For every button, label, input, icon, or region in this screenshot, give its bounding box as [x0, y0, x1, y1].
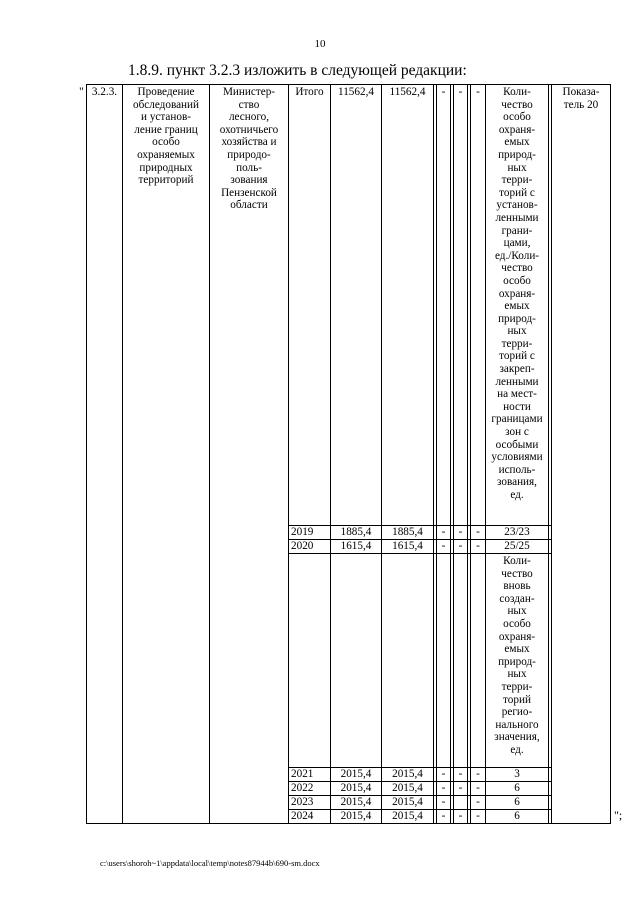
- value-cell: 3: [514, 768, 520, 780]
- col1-cell: -: [441, 796, 446, 808]
- indicator-name: Показа- тель 20: [562, 86, 600, 111]
- col2-cell: -: [458, 540, 463, 552]
- col1-cell: -: [441, 540, 446, 552]
- col1-cell: -: [441, 782, 446, 794]
- page-number: 10: [314, 38, 326, 50]
- col2-cell: -: [458, 782, 463, 794]
- measure-name: Проведение обследований и установ- ление границ особо охраняемых природных территорий: [133, 86, 199, 187]
- col3-cell: -: [476, 540, 480, 552]
- col3-cell: -: [476, 526, 480, 538]
- col3-cell: -: [476, 810, 480, 822]
- file-path-footer: c:\users\shoroh~1\appdata\local\temp\notes87944b\690-sm.docx: [100, 858, 320, 868]
- year-cell: 2022: [291, 782, 314, 794]
- regional-cell: 11562,4: [389, 86, 426, 98]
- total-cell: 1885,4: [340, 526, 372, 538]
- regional-cell: 2015,4: [392, 810, 423, 822]
- col3-cell: -: [476, 768, 480, 780]
- col2-cell: -: [458, 526, 463, 538]
- regional-cell: 1615,4: [392, 540, 423, 552]
- value-cell: 6: [514, 810, 520, 822]
- total-cell: 2015,4: [340, 782, 372, 794]
- total-cell: 1615,4: [340, 540, 372, 552]
- year-cell: 2023: [291, 796, 314, 808]
- value-cell: 6: [514, 796, 520, 808]
- opening-quote: ": [79, 84, 84, 98]
- year-cell: 2019: [291, 526, 314, 538]
- year-cell: Итого: [295, 86, 324, 98]
- col1-cell: -: [441, 526, 446, 538]
- value-cell: Коли- чество вновь создан- ных особо охраня- емых природ- ных терри- торий регио- нального значения, ед.: [494, 555, 540, 756]
- value-cell: Коли- чество особо охраня- емых природ- ных терри- торий с установ- ленными грани- цами, ед./Коли- чество особо охраня- емых природ- ных терри- торий с закреп- ленными на мест- ности границами зон с особыми условиями исполь- зования, ед.: [491, 86, 543, 501]
- col1-cell: -: [441, 86, 446, 98]
- col2-cell: -: [458, 810, 463, 822]
- regional-cell: 2015,4: [392, 796, 423, 808]
- col3-cell: -: [476, 782, 480, 794]
- year-cell: 2020: [291, 540, 314, 552]
- closing-quote: ";: [614, 808, 623, 822]
- regional-cell: 2015,4: [392, 782, 423, 794]
- col1-cell: -: [441, 810, 446, 822]
- col2-cell: -: [458, 86, 463, 98]
- value-cell: 6: [514, 782, 520, 794]
- year-cell: 2024: [291, 810, 314, 822]
- total-cell: 2015,4: [340, 796, 372, 808]
- col1-cell: -: [441, 768, 446, 780]
- col2-cell: -: [458, 768, 463, 780]
- col3-cell: -: [476, 796, 480, 808]
- value-cell: 23/23: [504, 526, 530, 538]
- col3-cell: -: [476, 86, 480, 98]
- regional-cell: 1885,4: [392, 526, 423, 538]
- regional-cell: 2015,4: [392, 768, 423, 780]
- value-cell: 25/25: [504, 540, 530, 552]
- total-cell: 2015,4: [340, 810, 372, 822]
- total-cell: 11562,4: [338, 86, 374, 98]
- row-number: 3.2.3.: [91, 86, 118, 98]
- total-cell: 2015,4: [340, 768, 372, 780]
- amendment-heading: 1.8.9. пункт 3.2.3 изложить в следующей редакции:: [128, 62, 467, 79]
- executor: Министер- ство лесного, охотничьего хозяйства и природо- поль- зования Пензенской области: [219, 86, 279, 212]
- year-cell: 2021: [291, 768, 314, 780]
